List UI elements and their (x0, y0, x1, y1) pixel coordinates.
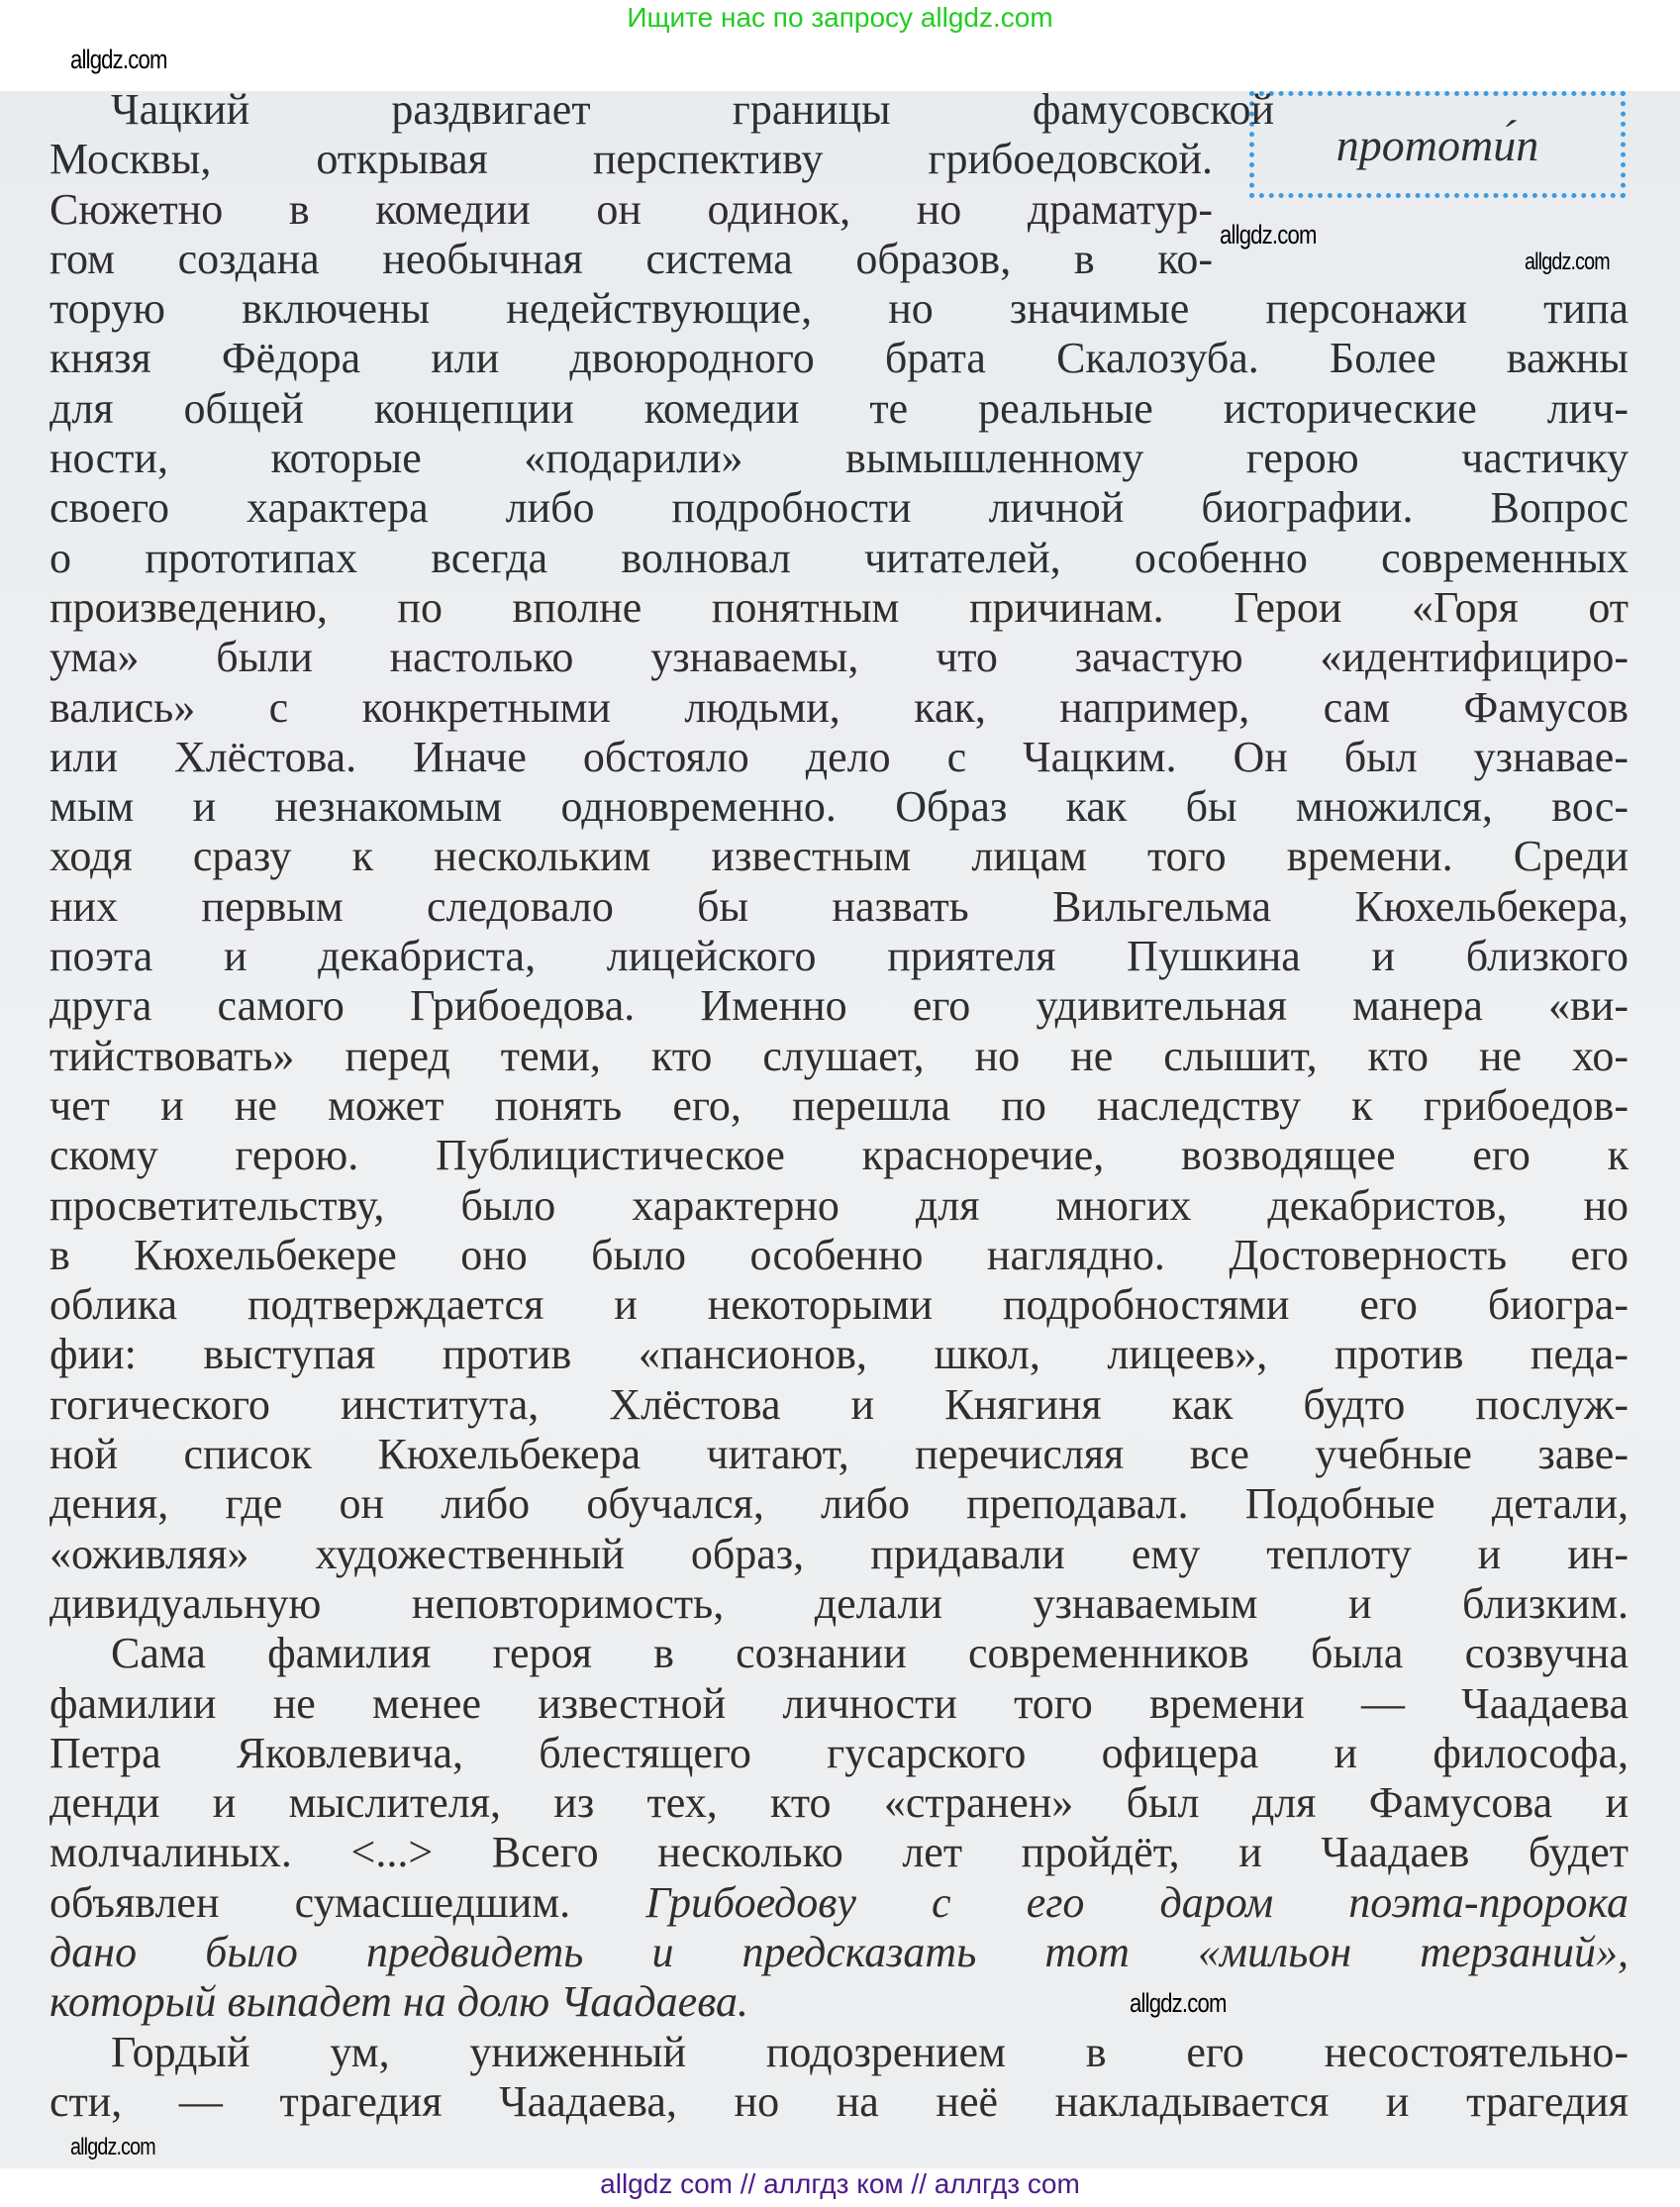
text-line (49, 185, 1213, 235)
body-text (49, 85, 1629, 2127)
italic-quote: Грибоедову с его даром поэта-пророка (645, 1877, 1629, 1927)
text-line (49, 1579, 1629, 1629)
text-line-content: Москвы, открывая перспективу грибоедовской. (49, 135, 1213, 184)
text-line-content: в Кюхельбекере оно было особенно наглядно. Достоверность его (49, 1230, 1629, 1279)
text-line (49, 1330, 1629, 1379)
text-line-content: Гордый ум, униженный подозрением в его несостоятельно- (111, 2027, 1629, 2076)
text-line-content: них первым следовало бы назвать Вильгельма Кюхельбекера, (49, 881, 1629, 931)
text-line (49, 882, 1629, 932)
text-line-content: объявлен сумасшедшим. (49, 1877, 646, 1927)
text-line (49, 1081, 1629, 1131)
text-line-content: Сюжетно в комедии он одинок, но драматур- (49, 184, 1213, 234)
text-line (49, 782, 1629, 832)
text-line-content: денди и мыслителя, из тех, кто «странен» был для Фамусова и (49, 1778, 1629, 1828)
text-line (49, 583, 1629, 633)
text-line-content: гом создана необычная система образов, в ко- (49, 234, 1213, 283)
text-line-content: молчалиных. <...> Всего несколько лет пройдёт, и Чаадаев будет (49, 1828, 1629, 1877)
watermark: allgdz.com (70, 45, 167, 74)
watermark: allgdz.com (1130, 1988, 1227, 2018)
text-line-content: для общей концепции комедии те реальные исторические лич- (49, 383, 1629, 433)
text-line (49, 683, 1629, 733)
watermark-bottom: allgdz com // аллгдз ком // аллгдз com (600, 2168, 1080, 2199)
text-line-content: чет и не может понять его, перешла по наследству к грибоедов- (49, 1080, 1629, 1130)
text-line-content: сти, — трагедия Чаадаева, но на неё накладывается и трагедия (49, 2076, 1629, 2126)
text-line (49, 1231, 1629, 1280)
text-line (49, 1380, 1629, 1430)
text-line (49, 1828, 1629, 1877)
text-line-content: дивидуальную неповторимость, делали узнаваемым и близким. (49, 1578, 1629, 1628)
watermark: allgdz.com (70, 2134, 155, 2160)
text-line-content: произведению, по вполне понятным причинам. Герои «Горя от (49, 582, 1629, 632)
text-line-content: друга самого Грибоедова. Именно его удивительная манера «ви- (49, 981, 1629, 1031)
text-line-content: скому герою. Публицистическое красноречие, возводящее его к (49, 1131, 1629, 1180)
text-line-content: о прототипах всегда волновал читателей, особенно современных (49, 533, 1629, 582)
text-line-content: фии: выступая против «пансионов, школ, лицеев», против педа- (49, 1330, 1629, 1379)
text-line-content: просветительству, было характерно для многих декабристов, но (49, 1180, 1629, 1230)
text-line (49, 334, 1629, 383)
text-line-content: или Хлёстова. Иначе обстояло дело с Чацким. Он был узнавае- (49, 732, 1629, 781)
text-line (49, 534, 1629, 583)
text-line (49, 981, 1629, 1031)
text-line-content: ходя сразу к нескольким известным лицам того времени. Среди (49, 832, 1629, 881)
text-line (49, 832, 1629, 881)
text-line (49, 1629, 1629, 1678)
text-line (49, 483, 1629, 533)
text-line-content: тийствовать» перед теми, кто слушает, но не слышит, кто не хо- (49, 1031, 1629, 1080)
text-line (49, 384, 1629, 434)
text-line (49, 1032, 1629, 1081)
text-line (49, 135, 1213, 184)
text-line (49, 1878, 1629, 1928)
text-line-content: гогического института, Хлёстова и Княгиня как будто послуж- (49, 1379, 1629, 1429)
text-line (49, 1131, 1629, 1180)
text-line-content: торую включены недействующие, но значимые персонажи типа (49, 284, 1629, 334)
text-line (49, 1181, 1629, 1231)
watermark-top: Ищите нас по запросу allgdz.com (627, 2, 1053, 33)
text-line-content: «оживляя» художественный образ, придавали ему теплоту и ин- (49, 1529, 1629, 1578)
text-line (49, 2028, 1629, 2077)
text-line (49, 1977, 1099, 2027)
text-line-content: Петра Яковлевича, блестящего гусарского офицера и философа, (49, 1728, 1629, 1777)
text-line (49, 235, 1213, 284)
text-line (49, 733, 1629, 782)
text-line (49, 1530, 1629, 1579)
text-line-content: облика подтверждается и некоторыми подробностями его биогра- (49, 1280, 1629, 1330)
italic-quote: который выпадет на долю Чаадаева. (49, 1977, 748, 2027)
glossary-term: прототи́п (1335, 119, 1539, 170)
text-line (49, 1729, 1629, 1778)
watermark: allgdz.com (1525, 249, 1610, 275)
text-line (49, 1778, 1629, 1828)
text-line (49, 1679, 1629, 1729)
text-line (49, 1430, 1629, 1479)
text-line-content: вались» с конкретными людьми, как, например, сам Фамусов (49, 682, 1629, 732)
text-line-content: князя Фёдора или двоюродного брата Скалозуба. Более важны (49, 334, 1629, 383)
text-line-content: мым и незнакомым одновременно. Образ как бы множился, вос- (49, 782, 1629, 832)
text-line (49, 2077, 1629, 2127)
text-line-content: дения, где он либо обучался, либо преподавал. Подобные детали, (49, 1479, 1629, 1529)
text-line-content: поэта и декабриста, лицейского приятеля Пушкина и близкого (49, 932, 1629, 981)
text-line-content: ума» были настолько узнаваемы, что зачастую «идентифициро- (49, 633, 1629, 682)
text-line (49, 1479, 1629, 1529)
text-line (49, 1928, 1629, 1977)
text-line-content: ности, которые «подарили» вымышленному герою частичку (49, 434, 1629, 483)
italic-quote: дано было предвидеть и предсказать тот «мильон терзаний», (49, 1927, 1629, 1976)
text-line-content: ной список Кюхельбекера читают, перечисляя все учебные заве- (49, 1430, 1629, 1479)
text-line-content: своего характера либо подробности личной биографии. Вопрос (49, 483, 1629, 533)
text-line (49, 633, 1629, 682)
text-line (49, 434, 1629, 483)
text-line (49, 284, 1629, 334)
text-line-content: Чацкий раздвигает границы фамусовской (111, 85, 1274, 134)
text-line (49, 85, 1274, 135)
text-line-content: Сама фамилия героя в сознании современников была созвучна (111, 1629, 1629, 1678)
text-line (49, 932, 1629, 981)
text-line (49, 1280, 1629, 1330)
text-line-content: фамилии не менее известной личности того времени — Чаадаева (49, 1678, 1629, 1728)
watermark: allgdz.com (1220, 220, 1317, 250)
